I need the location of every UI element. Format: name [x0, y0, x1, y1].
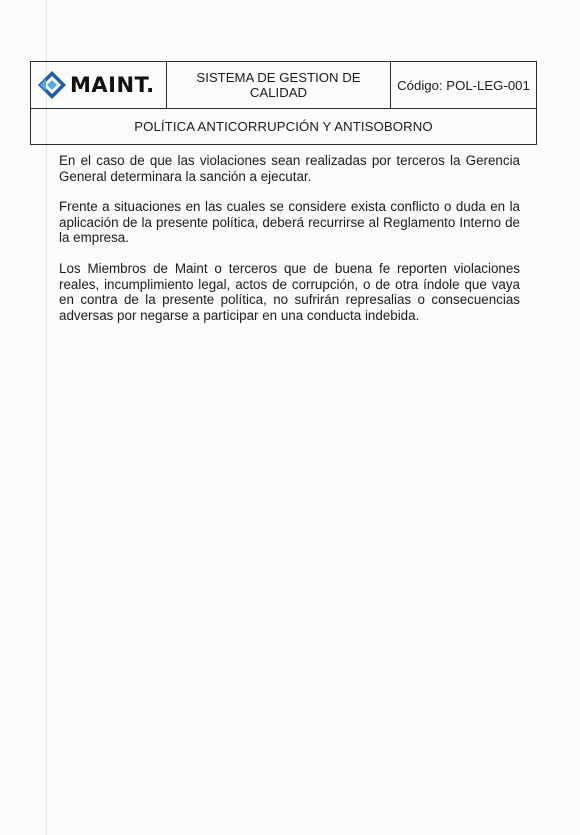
policy-title: POLÍTICA ANTICORRUPCIÓN Y ANTISOBORNO [134, 118, 433, 134]
document-code: Código: POL-LEG-001 [397, 77, 530, 93]
company-logo [31, 62, 167, 108]
logo-text: MAINT. [70, 73, 155, 97]
paragraph-conflict-resolution: Frente a situaciones en las cuales se considere exista conflicto o duda en la aplicación de la presente política, deberá recurrirse al Reglamento Interno de la empresa. [59, 199, 520, 246]
header-top-row [31, 62, 536, 109]
paragraph-non-retaliation: Los Miembros de Maint o terceros que de buena fe reporten violaciones reales, incumplimiento legal, actos de corrupción, o de otra índole que vaya en contra de la presente política, no sufrirán represalias o consecuencias adversas por negarse a participar en una conducta indebida. [59, 260, 520, 323]
document-body [59, 153, 520, 338]
paragraph-third-party-sanctions: En el caso de que las violaciones sean realizadas por terceros la Gerencia General determinara la sanción a ejecutar. [59, 153, 520, 184]
maint-logo-icon [37, 70, 67, 100]
document-header [30, 61, 537, 145]
system-title: SISTEMA DE GESTION DE CALIDAD [167, 62, 391, 108]
